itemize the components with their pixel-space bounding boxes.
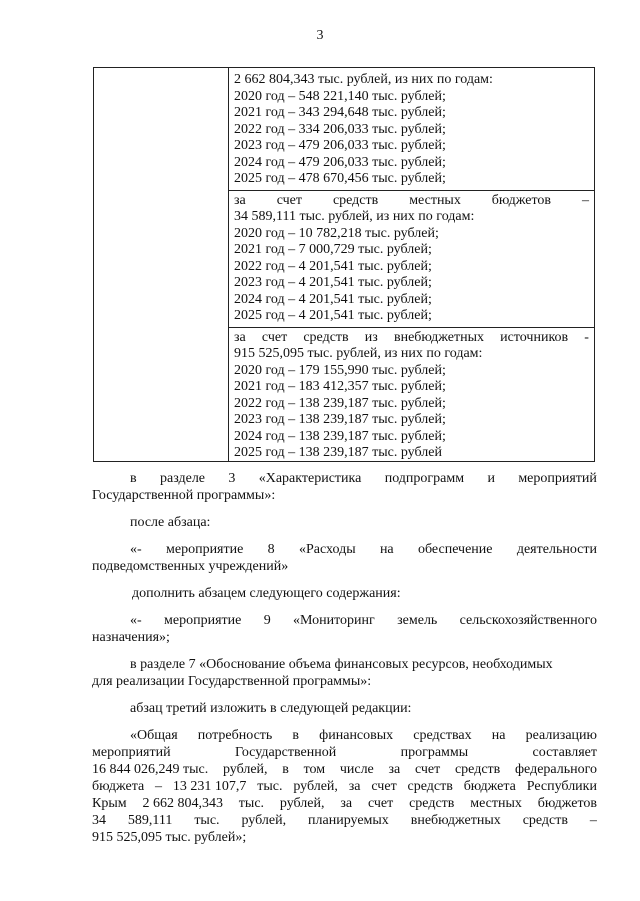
word: счет (276, 192, 302, 208)
word: средств (332, 192, 379, 208)
page-number: 3 (316, 28, 324, 43)
word: средств (409, 796, 455, 811)
word: средств (407, 779, 453, 794)
word: разделе (159, 471, 206, 486)
year-line: 2021 год – 343 294,648 тыс. рублей; (234, 105, 446, 120)
word: мероприятие (166, 542, 244, 557)
word: на (379, 542, 394, 557)
word: за (340, 796, 353, 811)
line (92, 727, 597, 744)
word: рублей, (222, 762, 268, 777)
line: в разделе 7 «Обоснование объема финансовых ресурсов, необходимых (130, 657, 553, 672)
word: 2 662 804,343 (142, 796, 223, 811)
word: финансовых (319, 728, 394, 743)
year-line: 2024 год – 4 201,541 тыс. рублей; (234, 291, 432, 307)
extrabudget-intro (234, 330, 589, 347)
paragraph-after: после абзаца: (130, 515, 211, 530)
word: 13 231 107,7 (172, 779, 247, 794)
word: «- (130, 613, 142, 628)
paragraph-total-need (92, 727, 597, 846)
word: средств (454, 762, 501, 777)
word: за (348, 779, 361, 794)
word: счет (261, 329, 288, 345)
republic-total: 2 662 804,343 тыс. рублей, из них по годам: (234, 72, 493, 87)
paragraph-section3 (92, 470, 597, 504)
word: – (155, 779, 163, 794)
line (92, 541, 597, 558)
word: мероприятие (164, 613, 242, 628)
word: бюджета (463, 779, 516, 794)
word: тыс. (257, 779, 283, 794)
word: Республики (526, 779, 597, 794)
word: и (487, 471, 495, 486)
line: 915 525,095 тыс. рублей»; (92, 830, 247, 845)
word: 3 (228, 471, 236, 486)
year-line: 2020 год – 10 782,218 тыс. рублей; (234, 225, 439, 241)
paragraph-abzac3: абзац третий изложить в следующей редакции: (130, 701, 412, 716)
year-line: 2022 год – 138 239,187 тыс. рублей; (234, 395, 446, 411)
word: 9 (263, 613, 271, 628)
word: за (388, 762, 401, 777)
word: «Расходы (298, 542, 356, 557)
word: том (303, 762, 326, 777)
line (92, 795, 597, 812)
word: за (234, 329, 246, 345)
word: 34 (92, 813, 106, 828)
word: средств (522, 813, 568, 828)
line (92, 744, 597, 761)
paragraph-add: дополнить абзацем следующего содержания: (132, 586, 401, 601)
line (92, 470, 597, 487)
word: сельскохозяйственного (459, 613, 597, 628)
word: Крым (92, 796, 127, 811)
word: за (234, 192, 246, 208)
word: бюджетов (537, 796, 597, 811)
word: мероприятий (518, 471, 597, 486)
word: местных (470, 796, 522, 811)
word: - (584, 329, 589, 345)
table-empty-column (94, 68, 229, 461)
word: из (364, 329, 378, 345)
word: программы (400, 745, 469, 760)
word: внебюджетных (410, 813, 501, 828)
word: 16 844 026,249 тыс. (92, 762, 209, 777)
line: для реализации Государственной программы»: (92, 674, 372, 689)
extrabudget-total: 915 525,095 тыс. рублей, из них по годам: (234, 346, 483, 361)
word: «Общая (130, 728, 178, 743)
year-line: 2021 год – 183 412,357 тыс. рублей; (234, 379, 446, 394)
word: внебюджетных (393, 329, 484, 345)
line (92, 812, 597, 829)
word: – (589, 813, 597, 828)
local-intro (234, 193, 589, 210)
word: тыс. (238, 796, 265, 811)
line (92, 761, 597, 778)
word: в (282, 762, 289, 777)
word: счет (414, 762, 441, 777)
year-line: 2023 год – 138 239,187 тыс. рублей; (234, 412, 446, 427)
word: счет (371, 779, 397, 794)
word: тыс. (194, 813, 220, 828)
word: планируемых (308, 813, 389, 828)
word: бюджета (92, 779, 145, 794)
year-line: 2024 год – 138 239,187 тыс. рублей; (234, 428, 446, 444)
year-line: 2023 год – 479 206,033 тыс. рублей; (234, 138, 446, 153)
local-total: 34 589,111 тыс. рублей, из них по годам: (234, 209, 475, 224)
word: рублей, (293, 779, 338, 794)
republic-budget-cell (229, 68, 594, 190)
document-body (92, 470, 597, 856)
local-budget-cell (229, 190, 594, 327)
word: Государственной (234, 745, 337, 760)
word: земель (397, 613, 438, 628)
year-line: 2024 год – 479 206,033 тыс. рублей; (234, 154, 446, 170)
year-line: 2021 год – 7 000,729 тыс. рублей; (234, 242, 432, 257)
year-line: 2022 год – 334 206,033 тыс. рублей; (234, 121, 446, 137)
line: подведомственных учреждений» (92, 559, 289, 574)
year-line: 2020 год – 548 221,140 тыс. рублей; (234, 88, 446, 104)
word: обеспечение (417, 542, 493, 557)
line (92, 612, 597, 629)
word: «- (130, 542, 142, 557)
paragraph-section7 (92, 656, 597, 690)
year-line: 2023 год – 4 201,541 тыс. рублей; (234, 275, 432, 290)
word: федерального (514, 762, 597, 777)
budget-table (93, 67, 595, 462)
word: реализацию (525, 728, 597, 743)
word: «Характеристика (258, 471, 362, 486)
word: мероприятий (92, 745, 171, 760)
word: составляет (532, 745, 597, 760)
word: числе (339, 762, 374, 777)
word: 589,111 (127, 813, 173, 828)
word: подпрограмм (384, 471, 465, 486)
word: бюджетов (491, 192, 552, 208)
year-line: 2025 год – 4 201,541 тыс. рублей; (234, 308, 432, 323)
word: – (581, 192, 589, 208)
word: рублей, (241, 813, 287, 828)
word: счет (367, 796, 394, 811)
extrabudget-cell (229, 327, 594, 464)
word: «Мониторинг (293, 613, 375, 628)
paragraph-event9 (92, 612, 597, 646)
line (92, 778, 597, 795)
word: в (292, 728, 300, 743)
year-line: 2022 год – 4 201,541 тыс. рублей; (234, 258, 432, 274)
word: в (130, 471, 137, 486)
word: потребность (197, 728, 273, 743)
year-line: 2020 год – 179 155,990 тыс. рублей; (234, 362, 446, 378)
word: деятельности (516, 542, 597, 557)
line: назначения»; (92, 630, 170, 645)
word: рублей, (279, 796, 325, 811)
year-line: 2025 год – 478 670,456 тыс. рублей; (234, 171, 446, 186)
paragraph-event8 (92, 541, 597, 575)
word: средств (303, 329, 349, 345)
line: Государственной программы»: (92, 488, 276, 503)
table-content-column (229, 68, 594, 461)
word: местных (409, 192, 461, 208)
word: 8 (267, 542, 275, 557)
word: источников (500, 329, 569, 345)
year-line: 2025 год – 138 239,187 тыс. рублей (234, 445, 442, 460)
word: на (491, 728, 506, 743)
word: средствах (413, 728, 472, 743)
